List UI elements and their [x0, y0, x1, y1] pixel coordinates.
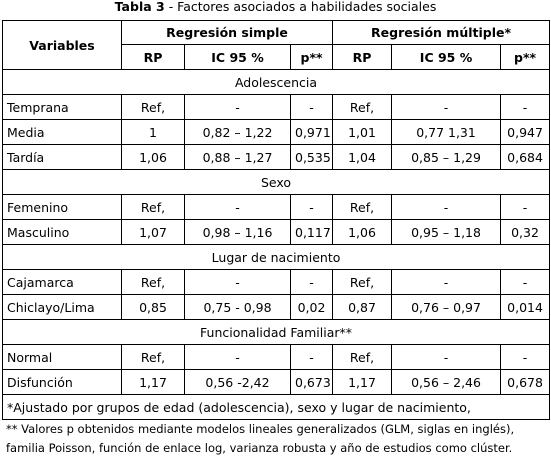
rp-multiple: 1,04 — [333, 145, 392, 170]
table-row — [3, 195, 550, 220]
rp-multiple: Ref, — [333, 270, 392, 295]
variable-label: Temprana — [3, 95, 122, 120]
header-multiple-regression: Regresión múltiple* — [333, 21, 550, 45]
rp-simple: Ref, — [122, 270, 185, 295]
rp-multiple: 1,17 — [333, 370, 392, 395]
p-multiple: 0,947 — [501, 120, 550, 145]
section-row — [3, 320, 550, 345]
ic-simple: 0,82 – 1,22 — [185, 120, 291, 145]
rp-simple: 1,06 — [122, 145, 185, 170]
p-simple: - — [291, 270, 333, 295]
variable-label: Masculino — [3, 220, 122, 245]
section-title: Funcionalidad Familiar** — [3, 320, 550, 345]
variable-label: Cajamarca — [3, 270, 122, 295]
table-row — [3, 145, 550, 170]
ic-simple: - — [185, 195, 291, 220]
ic-simple: - — [185, 95, 291, 120]
header-p-multiple: p** — [501, 45, 550, 70]
header-rp-simple: RP — [122, 45, 185, 70]
rp-multiple: Ref, — [333, 195, 392, 220]
rp-multiple: Ref, — [333, 95, 392, 120]
p-multiple: 0,014 — [501, 295, 550, 320]
ic-multiple: 0,56 – 2,46 — [392, 370, 501, 395]
variable-label: Media — [3, 120, 122, 145]
p-simple: 0,02 — [291, 295, 333, 320]
footnote-notes-2: familia Poisson, función de enlace log, varianza robusta y año de estudios como clúster. — [6, 441, 513, 455]
ic-simple: 0,98 – 1,16 — [185, 220, 291, 245]
rp-multiple: 1,06 — [333, 220, 392, 245]
ic-multiple: 0,85 – 1,29 — [392, 145, 501, 170]
section-title: Adolescencia — [3, 70, 550, 95]
p-simple: 0,971 — [291, 120, 333, 145]
p-multiple: 0,684 — [501, 145, 550, 170]
p-simple: - — [291, 95, 333, 120]
rp-simple: 1,07 — [122, 220, 185, 245]
variable-label: Tardía — [3, 145, 122, 170]
ic-simple: 0,88 – 1,27 — [185, 145, 291, 170]
p-simple: - — [291, 195, 333, 220]
p-multiple: 0,32 — [501, 220, 550, 245]
rp-simple: Ref, — [122, 195, 185, 220]
footnote-adjusted: *Ajustado por grupos de edad (adolescencia), sexo y lugar de nacimiento, — [3, 395, 550, 420]
p-multiple: - — [501, 195, 550, 220]
header-p-simple: p** — [291, 45, 333, 70]
section-title: Sexo — [3, 170, 550, 195]
ic-simple: - — [185, 345, 291, 370]
rp-simple: 0,85 — [122, 295, 185, 320]
p-multiple: - — [501, 345, 550, 370]
results-table-body — [3, 21, 550, 420]
rp-simple: 1 — [122, 120, 185, 145]
table-row — [3, 370, 550, 395]
p-multiple: - — [501, 270, 550, 295]
section-title: Lugar de nacimiento — [3, 245, 550, 270]
section-row — [3, 245, 550, 270]
section-row — [3, 170, 550, 195]
table-row — [3, 120, 550, 145]
header-rp-multiple: RP — [333, 45, 392, 70]
table-row — [3, 295, 550, 320]
ic-multiple: - — [392, 95, 501, 120]
ic-multiple: - — [392, 270, 501, 295]
rp-simple: Ref, — [122, 345, 185, 370]
rp-multiple: Ref, — [333, 345, 392, 370]
variable-label: Disfunción — [3, 370, 122, 395]
caption-label: Tabla 3 — [114, 0, 165, 14]
p-multiple: - — [501, 95, 550, 120]
table-caption — [0, 0, 551, 20]
ic-multiple: 0,76 – 0,97 — [392, 295, 501, 320]
header-ic-simple: IC 95 % — [185, 45, 291, 70]
caption-text: - Factores asociados a habilidades sociales — [164, 0, 437, 14]
ic-simple: 0,56 -2,42 — [185, 370, 291, 395]
ic-simple: - — [185, 270, 291, 295]
p-simple: 0,117 — [291, 220, 333, 245]
header-simple-regression: Regresión simple — [122, 21, 333, 45]
ic-multiple: 0,77 1,31 — [392, 120, 501, 145]
section-row — [3, 70, 550, 95]
p-simple: - — [291, 345, 333, 370]
variable-label: Chiclayo/Lima — [3, 295, 122, 320]
p-simple: 0,535 — [291, 145, 333, 170]
footnote-row — [3, 395, 550, 420]
results-table — [2, 20, 550, 420]
table-row — [3, 270, 550, 295]
footnotes — [0, 420, 551, 458]
header-variables: Variables — [3, 21, 122, 70]
ic-multiple: - — [392, 345, 501, 370]
rp-multiple: 0,87 — [333, 295, 392, 320]
table-row — [3, 220, 550, 245]
ic-simple: 0,75 - 0,98 — [185, 295, 291, 320]
p-multiple: 0,678 — [501, 370, 550, 395]
rp-simple: Ref, — [122, 95, 185, 120]
table-row — [3, 345, 550, 370]
ic-multiple: - — [392, 195, 501, 220]
ic-multiple: 0,95 – 1,18 — [392, 220, 501, 245]
table-row — [3, 95, 550, 120]
p-simple: 0,673 — [291, 370, 333, 395]
variable-label: Femenino — [3, 195, 122, 220]
rp-simple: 1,17 — [122, 370, 185, 395]
rp-multiple: 1,01 — [333, 120, 392, 145]
header-row-1 — [3, 21, 550, 45]
footnote-notes-1: ** Valores p obtenidos mediante modelos lineales generalizados (GLM, siglas en inglés), — [6, 422, 515, 436]
variable-label: Normal — [3, 345, 122, 370]
header-ic-multiple: IC 95 % — [392, 45, 501, 70]
